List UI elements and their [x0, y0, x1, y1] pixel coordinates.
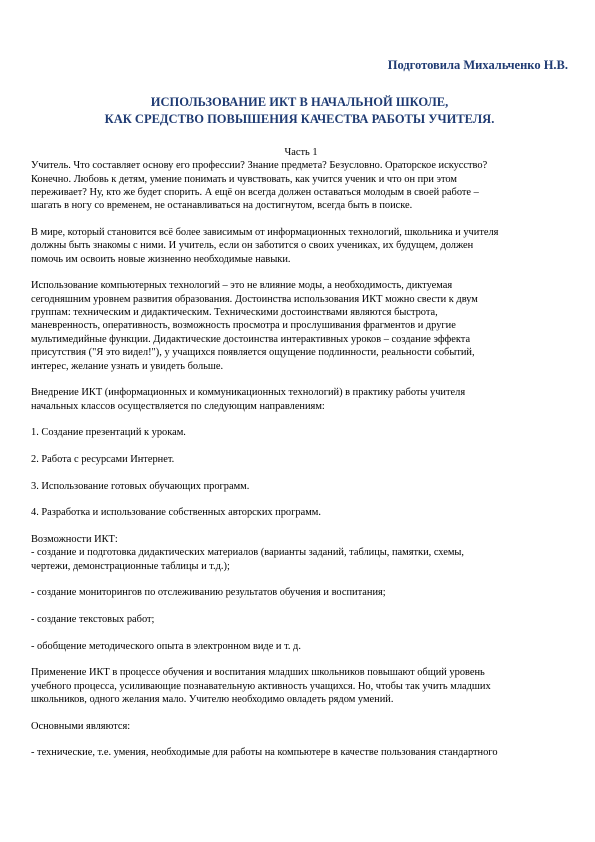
text-line: - создание мониторингов по отслеживанию результатов обучения и воспитания;	[31, 587, 386, 599]
text-line: - создание и подготовка дидактических материалов (варианты заданий, таблицы, памятки, схемы,	[31, 547, 465, 559]
text-line: Использование компьютерных технологий – это не влияние моды, а необходимость, диктуемая	[31, 280, 453, 292]
list-item	[31, 506, 571, 519]
text-line: интерес, желание узнать и увидеть больше.	[31, 360, 224, 372]
text-line: начальных классов осуществляется по следующим направлениям:	[31, 400, 325, 412]
text-line: В мире, который становится всё более зависимым от информационных технологий, школьника и учителя	[31, 227, 499, 239]
text-line: Конечно. Любовь к детям, умение понимать и чувствовать, как учится ученик и что он при этом	[31, 173, 457, 185]
text-line: чертежи, демонстрационные таблицы и т.д.);	[31, 560, 230, 572]
document-body	[31, 146, 571, 760]
text-line: мультимедийные функции. Дидактические достоинства интерактивных уроков – создание эффекта	[31, 333, 471, 345]
list-item	[31, 613, 571, 626]
text-line: помочь им освоить новые жизненно необходимые навыки.	[31, 253, 291, 265]
paragraph-application	[31, 666, 571, 706]
part-heading: Часть 1	[284, 147, 318, 158]
text-line: сегодняшним уровнем развития образования. Достоинства использования ИКТ можно свести к двум	[31, 293, 478, 305]
list-item	[31, 480, 571, 493]
text-line: должны быть знакомы с ними. И учитель, если он заботится о своих учениках, их будущем, должен	[31, 240, 474, 252]
text-line: присутствия ("Я это видел!"), у учащихся появляется ощущение подлинности, реальности событий,	[31, 347, 475, 359]
document-title	[31, 94, 568, 128]
title-line-2: КАК СРЕДСТВО ПОВЫШЕНИЯ КАЧЕСТВА РАБОТЫ УЧИТЕЛЯ.	[104, 112, 495, 126]
paragraph-computer-tech	[31, 279, 571, 372]
text-line: 3. Использование готовых обучающих программ.	[31, 480, 250, 492]
text-line: - технические, т.е. умения, необходимые для работы на компьютере в качестве пользования стандартного	[31, 747, 498, 759]
text-line: - создание текстовых работ;	[31, 614, 155, 626]
text-line: группам: техническим и дидактическим. Техническими достоинствами являются быстрота,	[31, 307, 438, 319]
text-line: 4. Разработка и использование собственных авторских программ.	[31, 507, 321, 519]
text-line: шагать в ногу со временем, не останавливаться на достигнутом, всегда быть в поиске.	[31, 200, 413, 212]
text-line: Основными являются:	[31, 720, 131, 732]
text-line: 2. Работа с ресурсами Интернет.	[31, 453, 175, 465]
list-item	[31, 426, 571, 439]
text-line: Учитель. Что составляет основу его профессии? Знание предмета? Безусловно. Ораторское искусство?	[31, 160, 488, 172]
text-line: учебного процесса, усиливающие познавательную активность учащихся. Но, чтобы так учить младших	[31, 680, 491, 692]
paragraph-possibilities	[31, 533, 571, 573]
list-item	[31, 640, 571, 653]
paragraph-world	[31, 226, 571, 266]
list-item	[31, 453, 571, 466]
text-line: 1. Создание презентаций к урокам.	[31, 427, 186, 439]
title-line-1: ИСПОЛЬЗОВАНИЕ ИКТ В НАЧАЛЬНОЙ ШКОЛЕ,	[150, 95, 449, 109]
text-line: Возможности ИКТ:	[31, 533, 118, 545]
text-line: - обобщение методического опыта в электронном виде и т. д.	[31, 640, 301, 652]
text-line: Применение ИКТ в процессе обучения и воспитания младших школьников повышают общий уровень	[31, 667, 485, 679]
text-line: школьников, одного желания мало. Учителю необходимо овладеть рядом умений.	[31, 694, 394, 706]
list-item	[31, 586, 571, 599]
paragraph-implementation	[31, 386, 571, 413]
paragraph-intro	[31, 159, 571, 212]
text-line: Внедрение ИКТ (информационных и коммуникационных технологий) в практику работы учителя	[31, 387, 466, 399]
text-line: переживает? Ну, кто же будет спорить. А ещё он всегда должен оставаться молодым в своей работе –	[31, 187, 479, 199]
list-item	[31, 746, 571, 759]
paragraph-main-skills	[31, 720, 571, 733]
author-credit: Подготовила Михальченко Н.В.	[387, 58, 568, 72]
text-line: маневренность, оперативность, возможность просмотра и прослушивания фрагментов и другие	[31, 320, 456, 332]
